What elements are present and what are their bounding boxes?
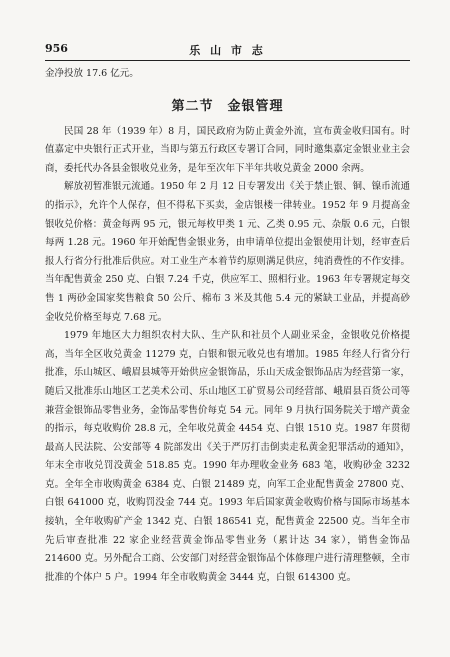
section-title: 第二节 金银管理 bbox=[171, 98, 284, 114]
page-number: 956 bbox=[45, 42, 68, 55]
paragraph-2: 解放初暂准银元流通。1950 年 2 月 12 日专署发出《关于禁止银、铜、镍币流通的指示》，允许个人保存，但不得私下买卖，金店银楼一律转业。1952 年 9 月提高金银收兑价格：黄金每两 95 元，银元每枚甲类 1 元、乙类 0.95 元、杂版 0.6 元，白银每两 1.28 元。1960 年开始配售金银业务，由申请单位提出金银使用计划，经审查后报人行省分行批准后供应。对工业生产本着节约原则满足供应，纯消费性的不作安排。当年配售黄金 250 克、白银 7.24 千克，供应军工、照相行业。1963 年专署规定每交售 1 两砂金国家奖售粮食 50 公斤、棉布 3 米及其他 5.4 元的紧缺工业品，并提高砂金收兑价格至每克 7.68 元。 bbox=[45, 181, 410, 323]
paragraph-3: 1979 年地区大力组织农村大队、生产队和社员个人副业采金，金银收兑价格提高，当年全区收兑黄金 11279 克，白银和银元收兑也有增加。1985 年经人行省分行批准，乐山城区、峨眉县城等开始供应金银饰品，乐山天成金银饰品店为经营第一家，随后又批准乐山地区工艺美术公司、乐山地区工矿贸易公司经营部、峨眉县百货公司等兼营金银饰品零售业务，金饰品零售价每克 54 元。同年 9 月执行国务院关于增产黄金的指示，每克收购价 28.8 元，全年收兑黄金 4454 克、白银 1510 克。1987 年贯彻最高人民法院、公安部等 4 院部发出《关于严厉打击倒卖走私黄金犯罪活动的通知》，年末全市收兑罚没黄金 518.85 克。1990 年办理收金业务 683 笔，收购砂金 3232 克。全年全市收购黄金 6384 克、白银 21489 克，向军工企业配售黄金 27800 克、白银 641000 克，收购罚没金 744 克。1993 年后国家黄金收购价格与国际市场基本接轨，全年收购矿产金 1342 克、白银 186541 克，配售黄金 22500 克。当年全市先后审查批准 22 家企业经营黄金饰品零售业务（累计达 34 家），销售金饰品 214600 克。另外配合工商、公安部门对经营金银饰品个体修理户进行清理整顿，全市批准的个体户 5 户。1994 年全市收购黄金 3444 克，白银 614300 克。 bbox=[45, 330, 410, 583]
page-header bbox=[45, 40, 410, 61]
paragraph-1: 民国 28 年（1939 年）8 月，国民政府为防止黄金外流，宣布黄金收归国有。时值嘉定中央银行正式开业，当即与第五行政区专署订合同，同时邀集嘉定金银业业主会商，委托代办各县金银收兑业务，是年至次年下半年共收兑黄金 2000 余两。 bbox=[45, 125, 410, 174]
running-head: 乐 山 市 志 bbox=[189, 44, 266, 57]
continuation-text: 金净投放 17.6 亿元。 bbox=[45, 68, 139, 79]
